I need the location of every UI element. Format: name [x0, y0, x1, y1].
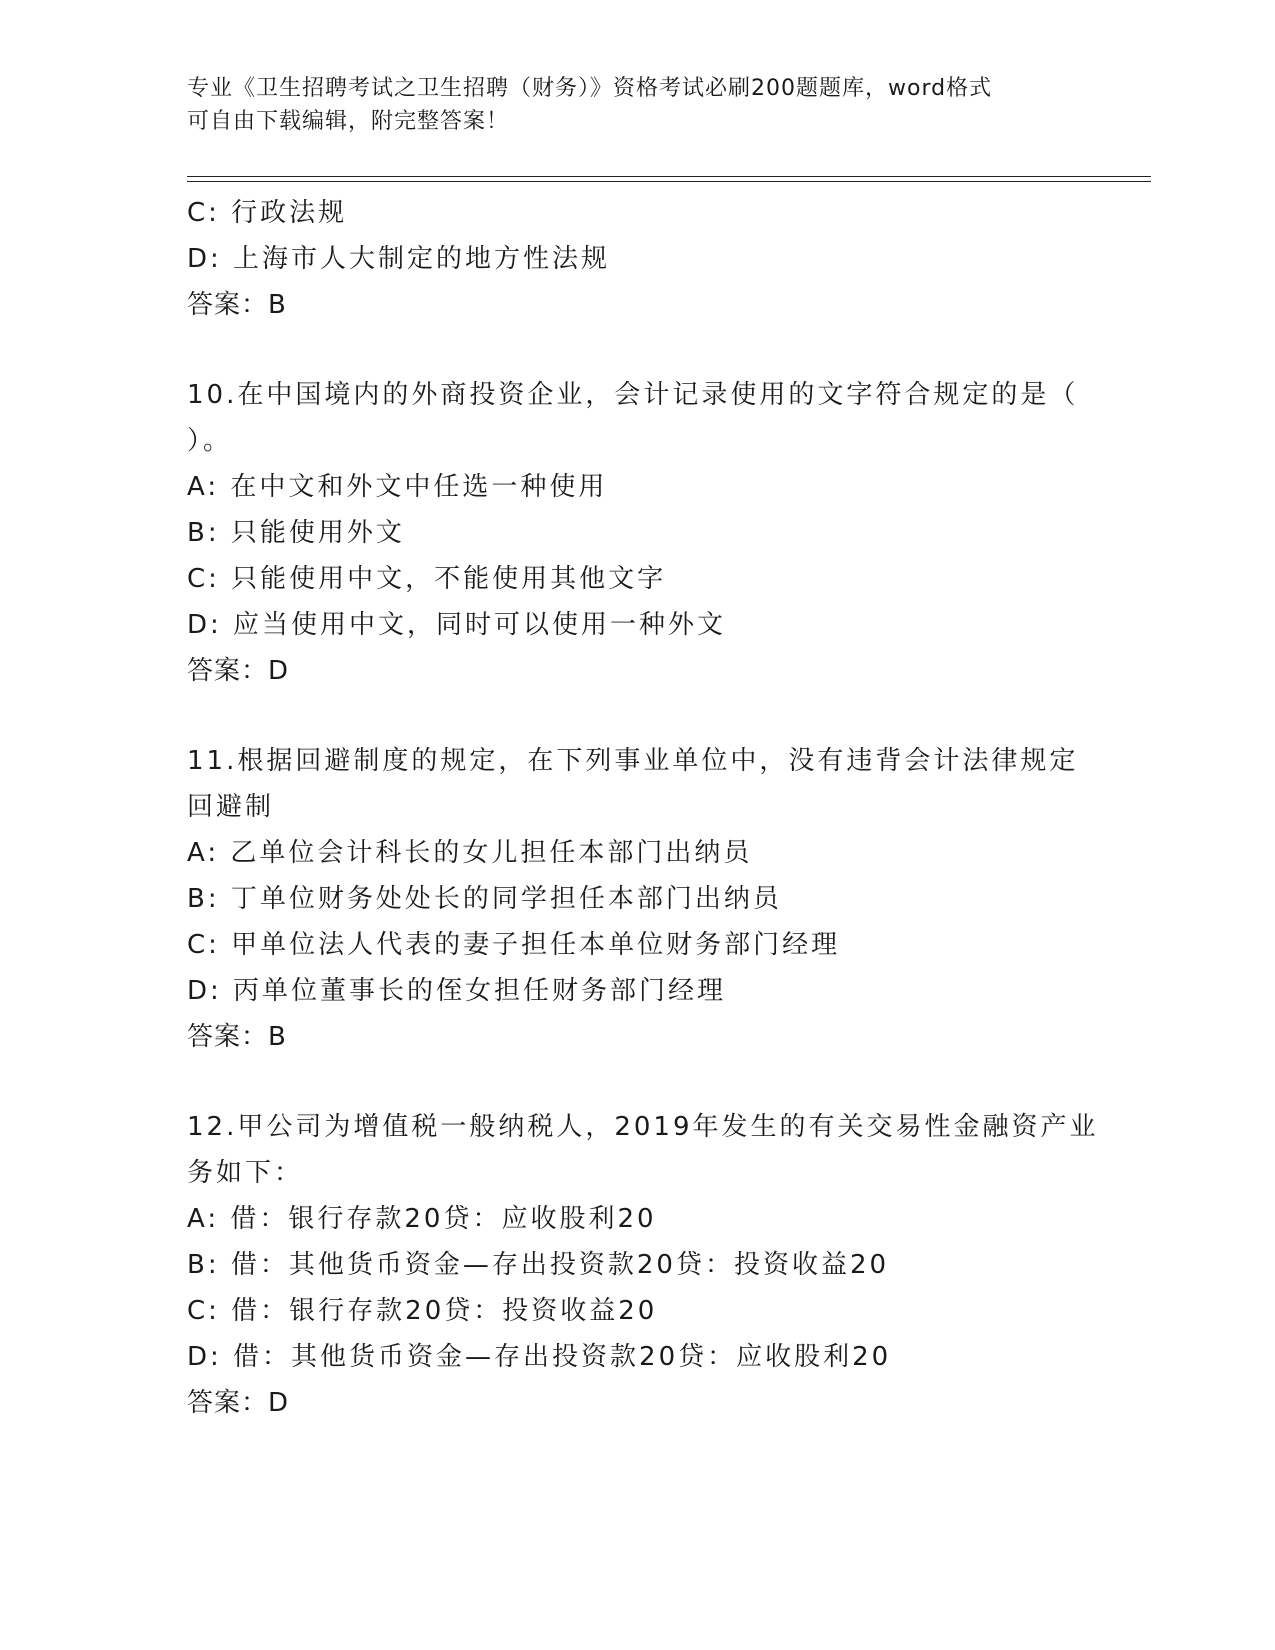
- option-c: C: 甲单位法人代表的妻子担任本单位财务部门经理: [187, 930, 841, 960]
- option-a: A: 在中文和外文中任选一种使用: [187, 472, 608, 502]
- answer-line: 答案：B: [187, 1022, 287, 1052]
- question-stem-line: 12.甲公司为增值税一般纳税人，2019年发生的有关交易性金融资产业: [187, 1112, 1099, 1142]
- option-d: D: 借：其他货币资金—存出投资款20贷：应收股利20: [187, 1342, 892, 1372]
- question-11: [187, 738, 1087, 1060]
- option-b: B: 丁单位财务处处长的同学担任本部门出纳员: [187, 884, 782, 914]
- question-stem-line: 务如下：: [187, 1158, 304, 1188]
- header-divider-bottom: [187, 181, 1151, 182]
- answer-line: 答案：D: [187, 656, 290, 686]
- question-stem-line: 11.根据回避制度的规定，在下列事业单位中，没有违背会计法律规定: [187, 746, 1079, 776]
- question-stem-line: 10.在中国境内的外商投资企业，会计记录使用的文字符合规定的是（: [187, 380, 1079, 410]
- question-stem-line: 回避制: [187, 792, 275, 822]
- option-c: C: 借：银行存款20贷：投资收益20: [187, 1296, 658, 1326]
- option-a: A: 借：银行存款20贷：应收股利20: [187, 1204, 657, 1234]
- option-d: D: 应当使用中文，同时可以使用一种外文: [187, 610, 727, 640]
- header-line-2: 可自由下载编辑，附完整答案！: [187, 109, 510, 134]
- option-a: A: 乙单位会计科长的女儿担任本部门出纳员: [187, 838, 753, 868]
- question-10: [187, 372, 1087, 694]
- question-12: [187, 1104, 1099, 1426]
- question-stem-line: ）。: [187, 426, 233, 456]
- answer-line: 答案：B: [187, 290, 287, 320]
- answer-line: 答案：D: [187, 1388, 290, 1418]
- option-b: B: 只能使用外文: [187, 518, 405, 548]
- header-line-1: 专业《卫生招聘考试之卫生招聘（财务）》资格考试必刷200题题库，word格式: [187, 76, 993, 101]
- document-header: [187, 72, 1077, 138]
- previous-question-tail: [187, 190, 1087, 328]
- option-d: D: 丙单位董事长的侄女担任财务部门经理: [187, 976, 727, 1006]
- question-list: [187, 190, 1099, 1426]
- option-d: D: 上海市人大制定的地方性法规: [187, 244, 611, 274]
- option-b: B: 借：其他货币资金—存出投资款20贷：投资收益20: [187, 1250, 890, 1280]
- header-divider-top: [187, 176, 1151, 177]
- option-c: C: 行政法规: [187, 198, 348, 228]
- option-c: C: 只能使用中文，不能使用其他文字: [187, 564, 667, 594]
